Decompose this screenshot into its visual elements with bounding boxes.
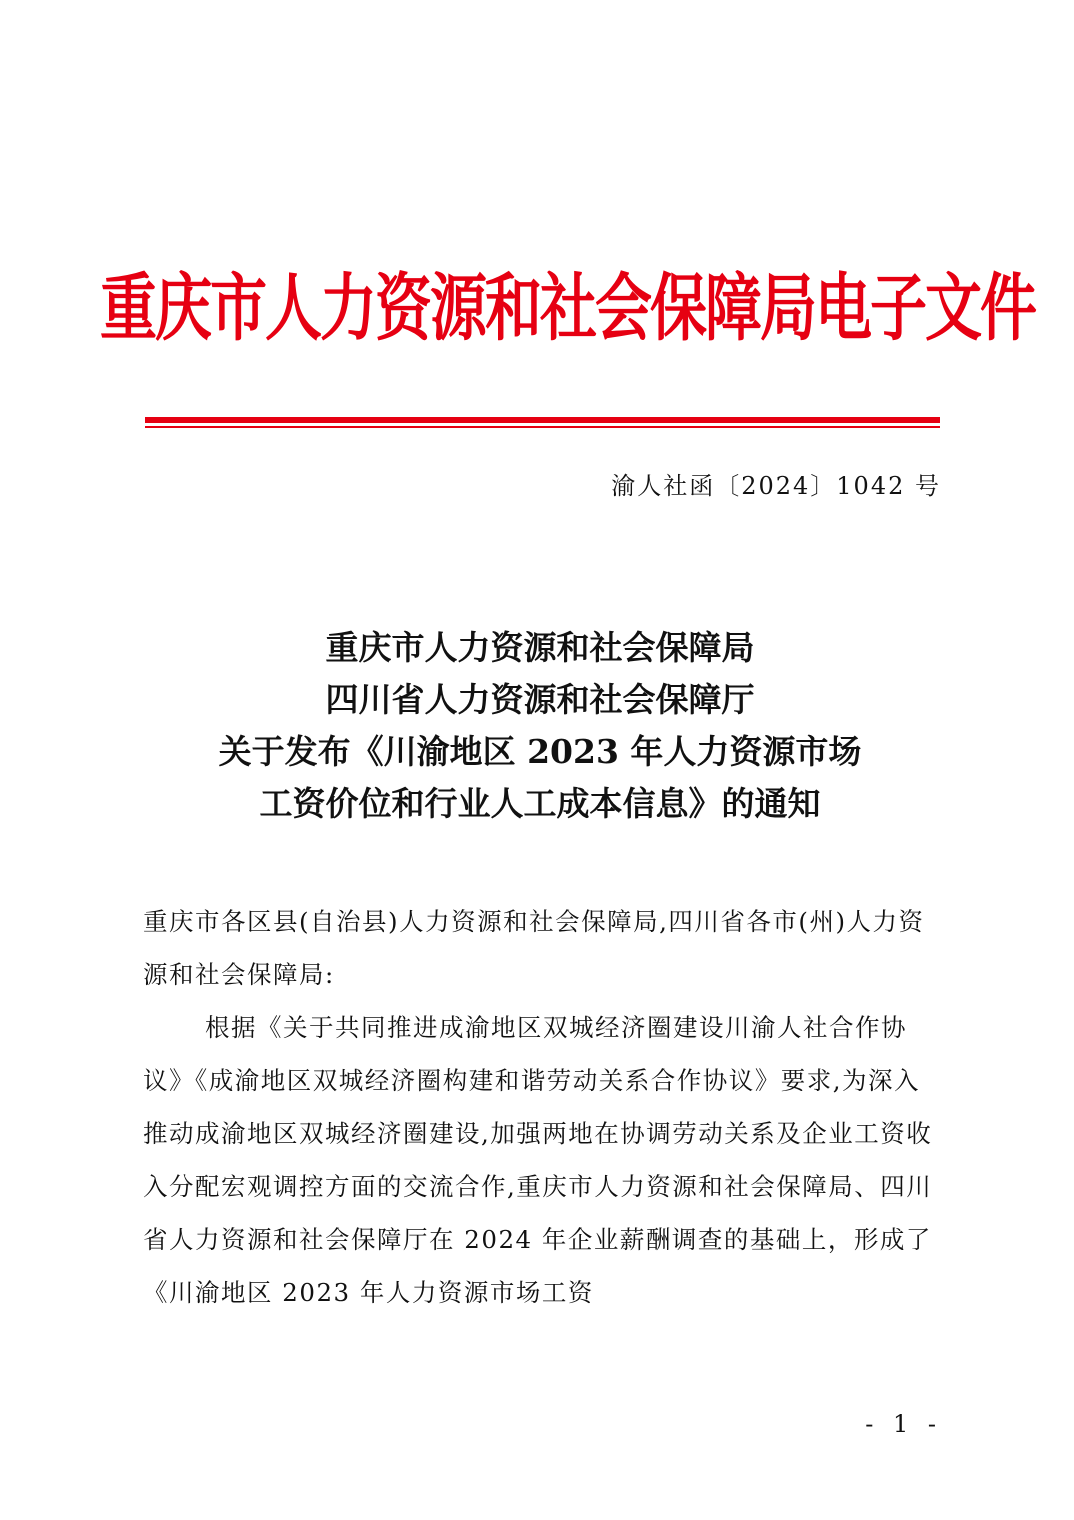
masthead-rule-thick (145, 417, 940, 423)
page-number: - 1 - (865, 1410, 942, 1438)
document-masthead: 重庆市人力资源和社会保障局电子文件 (100, 266, 1035, 351)
title-line-2: 四川省人力资源和社会保障厅 (325, 680, 755, 719)
body-paragraph-1: 根据《关于共同推进成渝地区双城经济圈建设川渝人社合作协议》《成渝地区双城经济圈构建和谐劳动关系合作协议》要求,为深入推动成渝地区双城经济圈建设,加强两地在协调劳动关系及企业工资收入分配宏观调控方面的交流合作,重庆市人力资源和社会保障局、四川省人力资源和社会保障厅在 2024 年企业薪酬调查的基础上，形成了《川渝地区 2023 年人力资源市场工资 (143, 1013, 933, 1307)
notice-title (100, 622, 980, 830)
title-line-3: 关于发布《川渝地区 2023 年人力资源市场 (218, 732, 862, 771)
title-line-1: 重庆市人力资源和社会保障局 (325, 628, 755, 667)
title-line-4: 工资价位和行业人工成本信息》的通知 (259, 784, 821, 823)
addressee: 重庆市各区县(自治县)人力资源和社会保障局,四川省各市(州)人力资源和社会保障局: (143, 907, 925, 989)
masthead-rule-thin (145, 426, 940, 428)
notice-body (143, 895, 943, 1319)
document-number: 渝人社函〔2024〕1042 号 (611, 472, 941, 500)
